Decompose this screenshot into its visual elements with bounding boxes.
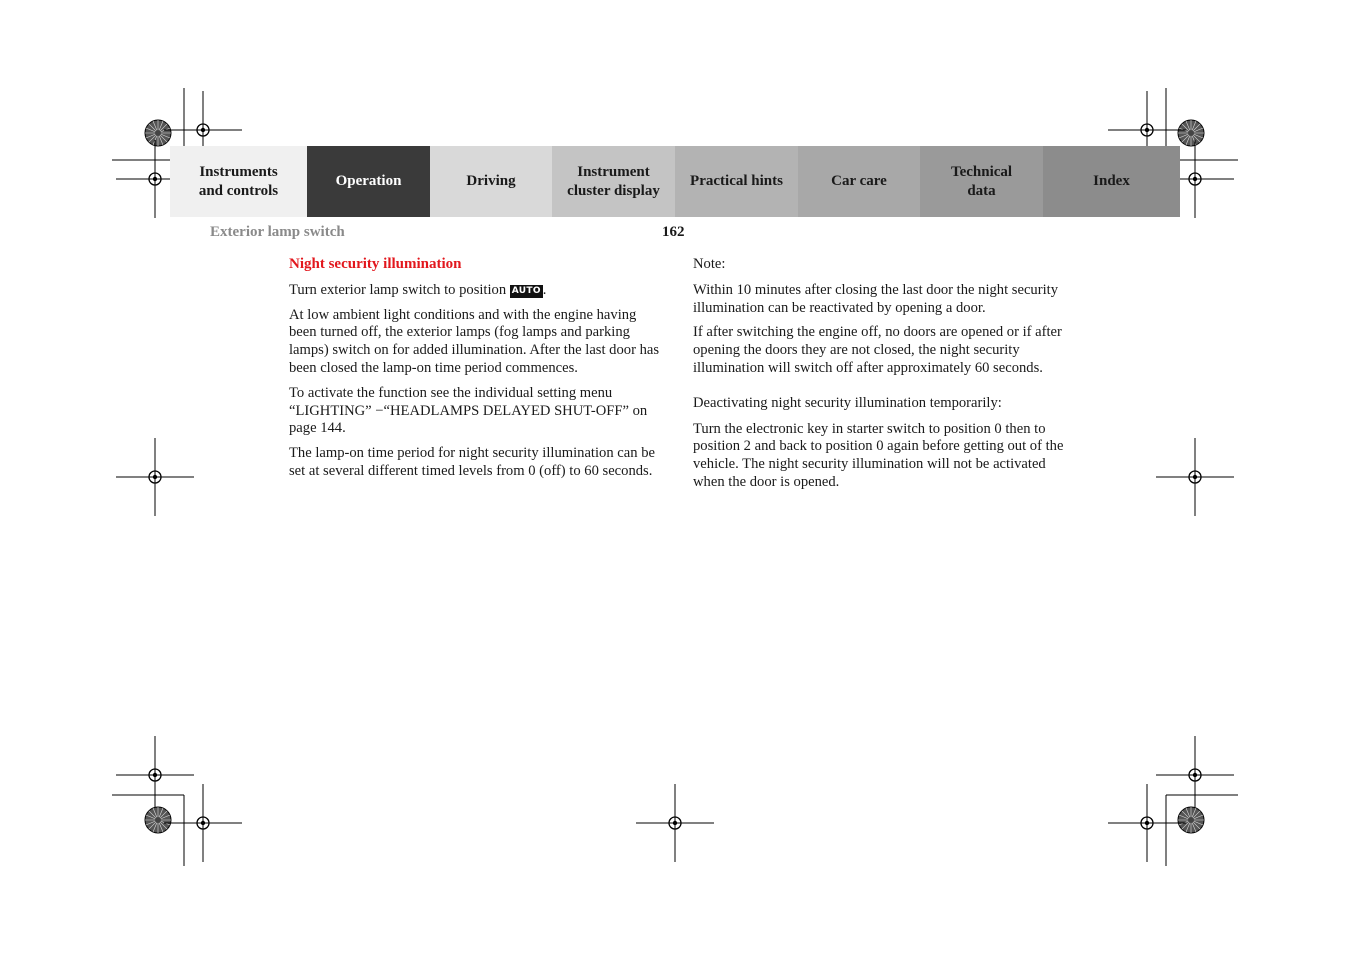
- chapter-tabs: [170, 146, 1180, 217]
- tab-label: Instrument cluster display: [567, 163, 660, 199]
- tab-instrument-cluster-display[interactable]: [552, 146, 675, 217]
- section-title: Exterior lamp switch: [210, 224, 345, 240]
- note-label: Note:: [693, 256, 726, 272]
- section-heading: Night security illumination: [289, 256, 462, 272]
- text: Turn exterior lamp switch to position: [289, 281, 510, 298]
- tab-label: Practical hints: [690, 173, 783, 189]
- tab-label: Index: [1093, 173, 1130, 189]
- paragraph: To activate the function see the individual setting menu “LIGHTING” −“HEADLAMPS DELAYED SHUT-OFF” on page 144.: [289, 384, 648, 437]
- tab-label: Driving: [466, 173, 516, 189]
- tab-technical-data[interactable]: [920, 146, 1043, 217]
- paragraph: [289, 282, 661, 300]
- tab-label: Instruments and controls: [198, 163, 279, 199]
- tab-label: Operation: [335, 173, 402, 189]
- tab-practical-hints[interactable]: [675, 146, 798, 217]
- page-number: 162: [662, 224, 685, 240]
- tab-label: Car care: [831, 173, 887, 189]
- tab-operation[interactable]: [307, 146, 430, 217]
- left-column: [289, 256, 661, 488]
- text: .: [542, 281, 547, 298]
- paragraph: At low ambient light conditions and with the engine having been turned off, the exterior lamps (fog lamps and parking lamps) switch on for added illumination. After the last door has been closed the lamp-on time period commences.: [289, 306, 660, 376]
- tab-driving[interactable]: [430, 146, 552, 217]
- tab-car-care[interactable]: [798, 146, 920, 217]
- paragraph: Within 10 minutes after closing the last door the night security illumination can be reactivated by opening a door.: [693, 281, 1058, 316]
- tab-instruments-and-controls[interactable]: [170, 146, 307, 217]
- paragraph: If after switching the engine off, no doors are opened or if after opening the doors they are not closed, the night security illumination will switch off after approximately 60 seconds.: [693, 324, 1062, 376]
- tab-index[interactable]: [1043, 146, 1180, 217]
- auto-position-icon: AUTO: [511, 285, 541, 296]
- paragraph: Turn the electronic key in starter switch to position 0 then to position 2 and back to position 0 again before getting out of the vehicle. The night security illumination will not be activated when the door is opened.: [693, 420, 1064, 490]
- paragraph: The lamp-on time period for night security illumination can be set at several different timed levels from 0 (off) to 60 seconds.: [289, 445, 655, 479]
- subheading: Deactivating night security illumination temporarily:: [693, 394, 1002, 411]
- tab-label: Technical data: [950, 163, 1013, 199]
- spacer: [693, 385, 1065, 395]
- right-column: [693, 256, 1065, 499]
